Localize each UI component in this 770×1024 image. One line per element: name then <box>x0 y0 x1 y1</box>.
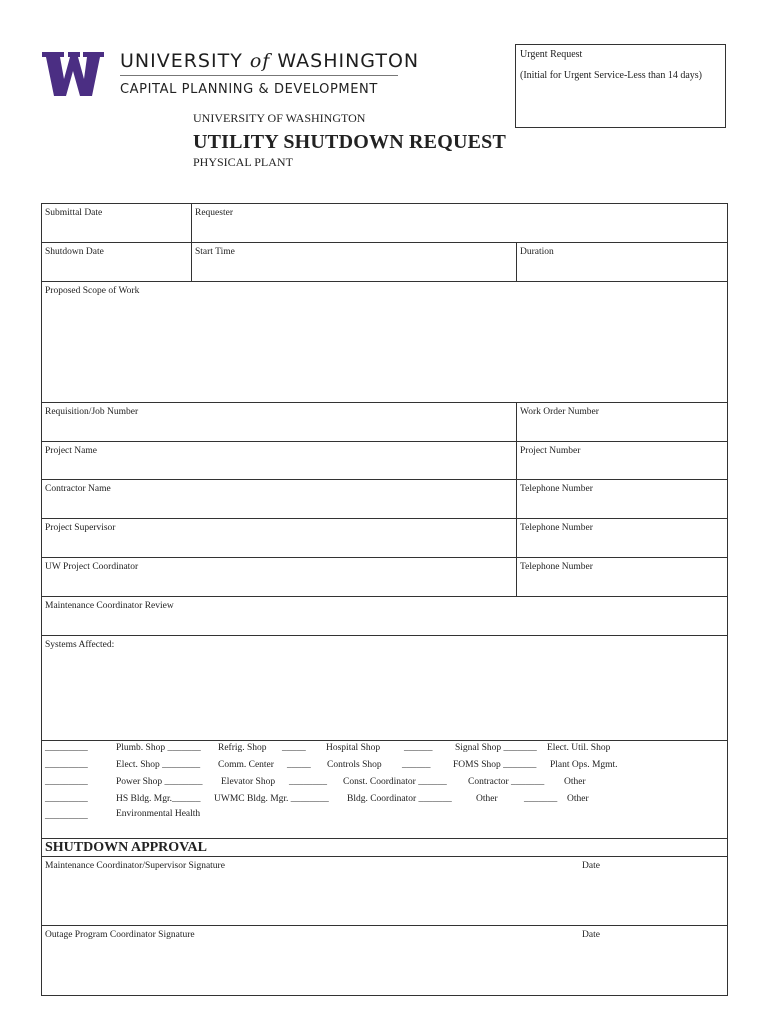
shop-comm-center[interactable]: Comm. Center <box>218 760 274 770</box>
shop-elect-util[interactable]: Elect. Util. Shop <box>547 743 611 753</box>
shop-power[interactable]: Power Shop ________ <box>116 777 203 787</box>
shutdown-approval-header <box>41 838 728 857</box>
shop-other[interactable]: Other <box>564 777 586 787</box>
maintenance-signature-field[interactable] <box>41 856 728 926</box>
university-heading: UNIVERSITY OF WASHINGTON <box>193 111 366 125</box>
shop-contractor[interactable]: Contractor _______ <box>468 777 545 787</box>
uw-w-logo-shape <box>42 52 104 96</box>
shop-environmental-health[interactable]: Environmental Health <box>116 809 201 819</box>
shop-blank[interactable]: _________ <box>45 794 88 804</box>
coordinator-telephone-field[interactable] <box>516 557 728 597</box>
outage-signature-date-label: Date <box>582 930 600 940</box>
shop-elect[interactable]: Elect. Shop ________ <box>116 760 201 770</box>
logo-divider <box>120 75 398 76</box>
shop-refrig[interactable]: Refrig. Shop <box>218 743 267 753</box>
requester-label: Requester <box>195 208 233 218</box>
shutdown-approval-title: SHUTDOWN APPROVAL <box>45 840 207 855</box>
shop-blank[interactable]: ______ <box>404 743 433 753</box>
urgent-request-note: (Initial for Urgent Service-Less than 14 days) <box>520 70 702 81</box>
shop-hs-bldg-mgr[interactable]: HS Bldg. Mgr.______ <box>116 794 201 804</box>
form-title: UTILITY SHUTDOWN REQUEST <box>193 131 507 153</box>
shop-elevator[interactable]: Elevator Shop <box>221 777 276 787</box>
university-name-part2: WASHINGTON <box>277 50 420 72</box>
project-number-label: Project Number <box>520 446 581 456</box>
shop-plant-ops[interactable]: Plant Ops. Mgmt. <box>550 760 618 770</box>
scope-of-work-field[interactable] <box>41 281 728 403</box>
maintenance-signature-label: Maintenance Coordinator/Supervisor Signature <box>45 861 225 871</box>
contractor-name-label: Contractor Name <box>45 484 111 494</box>
submittal-date-label: Submittal Date <box>45 208 103 218</box>
department-name: CAPITAL PLANNING & DEVELOPMENT <box>120 82 378 97</box>
shop-blank[interactable]: _______ <box>524 794 558 804</box>
shop-plumb[interactable]: Plumb. Shop _______ <box>116 743 201 753</box>
supervisor-telephone-label: Telephone Number <box>520 523 593 533</box>
shop-blank[interactable]: ________ <box>289 777 327 787</box>
maintenance-signature-date-label: Date <box>582 861 600 871</box>
shop-blank[interactable]: _____ <box>287 760 311 770</box>
uw-w-logo-icon <box>42 52 104 96</box>
project-number-field[interactable] <box>516 441 728 480</box>
project-supervisor-field[interactable] <box>41 518 517 558</box>
shop-blank[interactable]: _________ <box>45 777 88 787</box>
contractor-name-field[interactable] <box>41 479 517 519</box>
university-name-of: of <box>249 50 271 72</box>
maintenance-review-label: Maintenance Coordinator Review <box>45 601 174 611</box>
shop-blank[interactable]: _________ <box>45 811 88 821</box>
urgent-request-box[interactable] <box>515 44 726 128</box>
uw-project-coordinator-label: UW Project Coordinator <box>45 562 139 572</box>
shop-hospital[interactable]: Hospital Shop <box>326 743 381 753</box>
contractor-telephone-field[interactable] <box>516 479 728 519</box>
requisition-number-label: Requisition/Job Number <box>45 407 139 417</box>
project-name-label: Project Name <box>45 446 97 456</box>
shutdown-date-field[interactable] <box>41 242 192 282</box>
work-order-number-field[interactable] <box>516 402 728 442</box>
shop-signal[interactable]: Signal Shop _______ <box>455 743 537 753</box>
coordinator-telephone-label: Telephone Number <box>520 562 593 572</box>
duration-field[interactable] <box>516 242 728 282</box>
outage-signature-label: Outage Program Coordinator Signature <box>45 930 195 940</box>
shop-controls[interactable]: Controls Shop <box>327 760 382 770</box>
systems-affected-label: Systems Affected: <box>45 640 115 650</box>
start-time-label: Start Time <box>195 247 235 257</box>
supervisor-telephone-field[interactable] <box>516 518 728 558</box>
shop-const-coordinator[interactable]: Const. Coordinator ______ <box>343 777 447 787</box>
shop-bldg-coordinator[interactable]: Bldg. Coordinator _______ <box>347 794 452 804</box>
requester-field[interactable] <box>191 203 728 243</box>
shop-other[interactable]: Other <box>476 794 498 804</box>
systems-affected-field[interactable] <box>41 635 728 741</box>
scope-of-work-label: Proposed Scope of Work <box>45 286 140 296</box>
start-time-field[interactable] <box>191 242 517 282</box>
shutdown-date-label: Shutdown Date <box>45 247 104 257</box>
shops-checklist <box>41 740 728 839</box>
work-order-number-label: Work Order Number <box>520 407 599 417</box>
university-name <box>120 50 419 72</box>
submittal-date-field[interactable] <box>41 203 192 243</box>
duration-label: Duration <box>520 247 554 257</box>
form-subtitle: PHYSICAL PLANT <box>193 155 293 169</box>
shop-other[interactable]: Other <box>567 794 589 804</box>
urgent-request-label: Urgent Request <box>520 49 583 60</box>
shop-blank[interactable]: ______ <box>402 760 431 770</box>
university-name-part1: UNIVERSITY <box>120 50 243 72</box>
project-name-field[interactable] <box>41 441 517 480</box>
shop-blank[interactable]: _____ <box>282 743 306 753</box>
maintenance-review-field[interactable] <box>41 596 728 636</box>
contractor-telephone-label: Telephone Number <box>520 484 593 494</box>
shop-uwmc-bldg-mgr[interactable]: UWMC Bldg. Mgr. ________ <box>214 794 329 804</box>
project-supervisor-label: Project Supervisor <box>45 523 116 533</box>
shop-foms[interactable]: FOMS Shop _______ <box>453 760 537 770</box>
shop-blank[interactable]: _________ <box>45 760 88 770</box>
uw-project-coordinator-field[interactable] <box>41 557 517 597</box>
requisition-number-field[interactable] <box>41 402 517 442</box>
outage-signature-field[interactable] <box>41 925 728 996</box>
shop-blank[interactable]: _________ <box>45 743 88 753</box>
